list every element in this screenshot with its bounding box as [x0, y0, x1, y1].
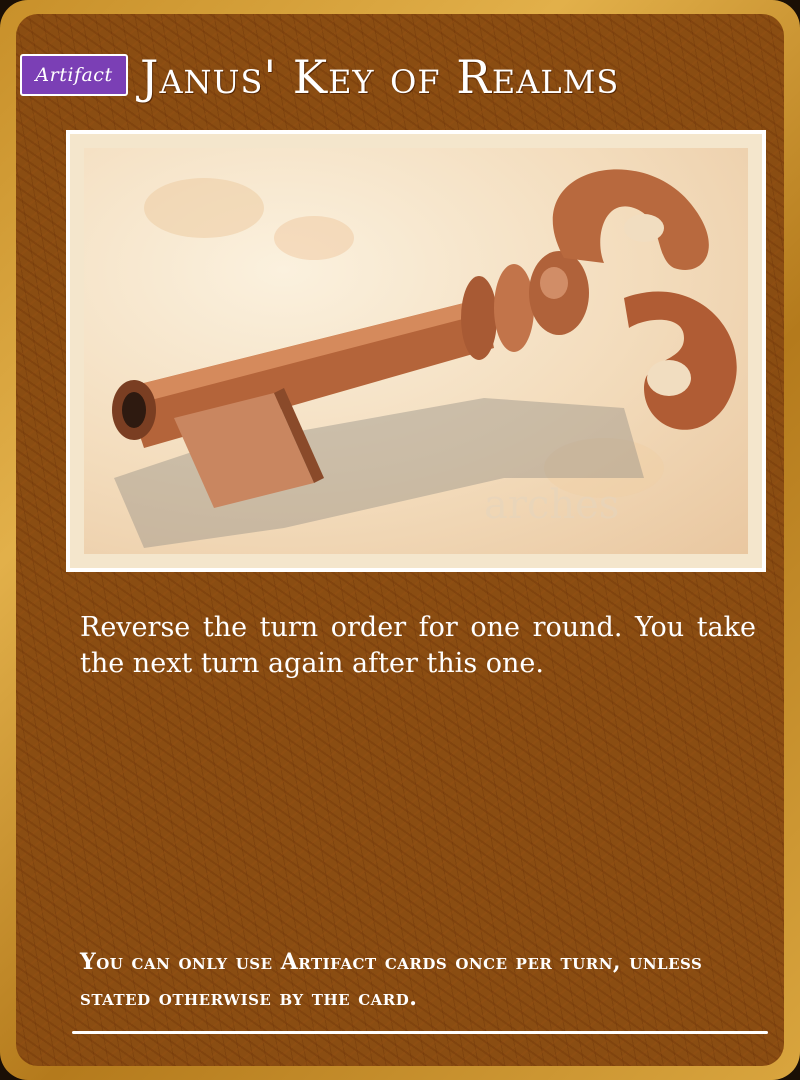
key-icon: [84, 148, 748, 554]
card-rules-text: Reverse the turn order for one round. You take the next turn again after this one.: [80, 612, 756, 679]
artifact-type-badge: Artifact: [20, 54, 128, 96]
card-face: [16, 14, 784, 1066]
bottom-divider: [72, 1031, 768, 1034]
illustration-frame: [66, 130, 766, 572]
card-title: Janus' Key of Realms: [140, 50, 620, 104]
svg-text:arches: arches: [484, 482, 620, 528]
key-illustration: [84, 148, 748, 554]
card-footer-note: You can only use Artifact cards once per turn, unless stated otherwise by the card.: [80, 949, 703, 1011]
